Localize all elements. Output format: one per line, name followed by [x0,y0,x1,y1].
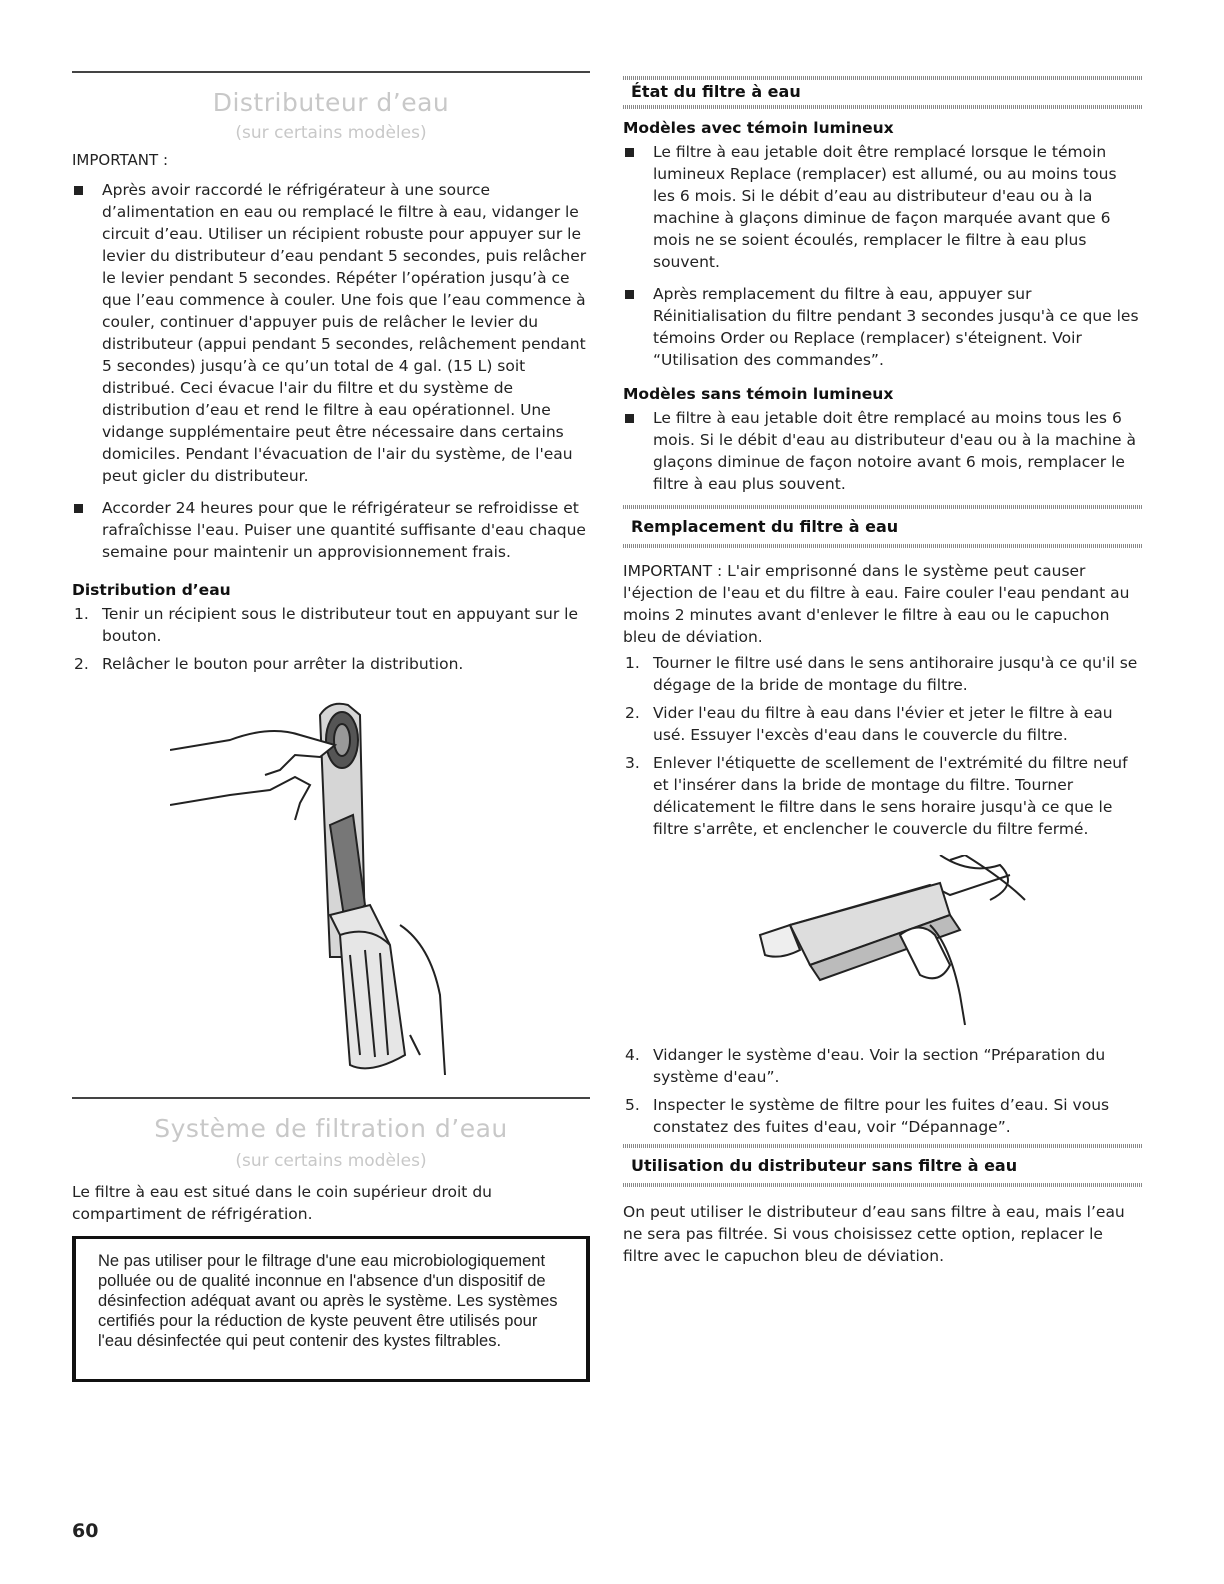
right-column [623,76,1143,846]
avec-heading: Modèles avec témoin lumineux [623,119,894,137]
sans-bullets [623,407,1143,495]
filtration-subtitle: (sur certains modèles) [235,1151,427,1171]
left-mid-rule [72,1097,590,1099]
list-item: Après avoir raccordé le réfrigérateur à une source d’alimentation en eau ou remplacé le filtre à eau, vidanger le circuit d’eau. Utiliser un récipient robuste pour appuyer sur le levier du distributeur d’eau pendant 5 secondes, puis relâcher le levier pendant 5 secondes. Répéter l’opération jusqu’à ce que l’eau commence à couler. Une fois que l’eau commence à couler, continuer d'appuyer puis de relâcher le levier du distributeur (appui pendant 5 secondes, relâchement pendant 5 secondes) jusqu’à ce qu’un total de 4 gal. (15 L) soit distribué. Ceci évacue l'air du filtre et du système de distribution d’eau et rend le filtre à eau opérationnel. Une vidange supplémentaire peut être nécessaire dans certains domiciles. Pendant l'évacuation de l'air du système, de l'eau peut gicler du distributeur. [72,179,590,487]
remplacement-intro: IMPORTANT : L'air emprisonné dans le système peut causer l'éjection de l'eau et du filtre à eau. Faire couler l'eau pendant au moins 2 minutes avant d'enlever le filtre à eau ou le capuchon bleu de déviation. [623,562,1130,646]
list-item: 1. Tourner le filtre usé dans le sens antihoraire jusqu'à ce qu'il se dégage de la bride de montage du filtre. [625,654,1138,694]
list-item: Le filtre à eau jetable doit être remplacé lorsque le témoin lumineux Replace (remplacer) est allumé, ou au moins tous les 6 mois. Si le débit d’eau au distributeur d'eau ou à la machine à glaçons diminue de façon marquée avant que 6 mois ne se soient écoulés, remplacer le filtre à eau plus souvent. [623,141,1143,273]
avec-bullets [623,141,1143,371]
filtration-section [72,1114,590,1225]
etat-heading: État du filtre à eau [631,82,801,101]
remplacement-heading: Remplacement du filtre à eau [631,517,899,536]
list-item: 1. Tenir un récipient sous le distributeur tout en appuyant sur le bouton. [74,605,579,645]
filter-illustration [750,855,1030,1035]
sans-heading: Modèles sans témoin lumineux [623,385,894,403]
warning-box [72,1236,590,1382]
dispenser-subtitle: (sur certains modèles) [235,123,427,143]
dispenser-title: Distributeur d’eau [212,88,450,117]
important-label: IMPORTANT : [72,151,169,169]
etat-band [623,76,1143,109]
list-item: 4. Vidanger le système d'eau. Voir la section “Préparation du système d'eau”. [625,1046,1106,1086]
left-top-rule [72,71,590,73]
utilisation-text: On peut utiliser le distributeur d’eau sans filtre à eau, mais l’eau ne sera pas filtrée. Si vous choisissez cette option, replacer le filtre avec le capuchon bleu de déviation. [623,1203,1125,1265]
right-column-lower [623,1040,1143,1267]
dispenser-bullets [72,179,590,563]
list-item: Le filtre à eau jetable doit être remplacé au moins tous les 6 mois. Si le débit d'eau au distributeur d'eau ou à la machine à glaçons diminue de façon notoire avant 6 mois, remplacer le filtre à eau plus souvent. [623,407,1143,495]
distribution-steps [72,603,590,675]
utilisation-band [623,1144,1143,1187]
filtration-title: Système de filtration d’eau [154,1114,508,1143]
page-number: 60 [72,1520,99,1542]
remplacement-steps-b [623,1044,1143,1138]
list-item: 2. Relâcher le bouton pour arrêter la distribution. [74,655,464,673]
remplacement-steps-a [623,652,1143,840]
list-item: 3. Enlever l'étiquette de scellement de l'extrémité du filtre neuf et l'insérer dans la bride de montage du filtre. Tourner délicatement le filtre dans le sens horaire jusqu'à ce que le filtre s'arrête, et enclencher le couvercle du filtre fermé. [625,754,1128,838]
list-item: Après remplacement du filtre à eau, appuyer sur Réinitialisation du filtre pendant 3 secondes jusqu'à ce que les témoins Order ou Replace (remplacer) s'éteignent. Voir “Utilisation des commandes”. [623,283,1143,371]
utilisation-heading: Utilisation du distributeur sans filtre à eau [631,1156,1018,1175]
dispenser-illustration [170,695,470,1085]
list-item: 2. Vider l'eau du filtre à eau dans l'évier et jeter le filtre à eau usé. Essuyer l'excès d'eau dans le couvercle du filtre. [625,704,1113,744]
warning-text: Ne pas utiliser pour le filtrage d'une eau microbiologiquement polluée ou de qualité inconnue en l'absence d'un dispositif de désinfection adéquat avant ou après le système. Les systèmes certifiés pour la réduction de kyste peuvent être utilisés pour l'eau désinfectée qui peut contenir des kystes filtrables. [98,1252,558,1350]
distribution-heading: Distribution d’eau [72,581,231,599]
filtration-text: Le filtre à eau est situé dans le coin supérieur droit du compartiment de réfrigération. [72,1183,492,1223]
list-item: Accorder 24 heures pour que le réfrigérateur se refroidisse et rafraîchisse l'eau. Puiser une quantité suffisante d'eau chaque semaine pour maintenir un approvisionnement frais. [72,497,590,563]
remplacement-band [623,505,1143,548]
left-column [72,88,590,681]
list-item: 5. Inspecter le système de filtre pour les fuites d’eau. Si vous constatez des fuites d'eau, voir “Dépannage”. [625,1096,1110,1136]
